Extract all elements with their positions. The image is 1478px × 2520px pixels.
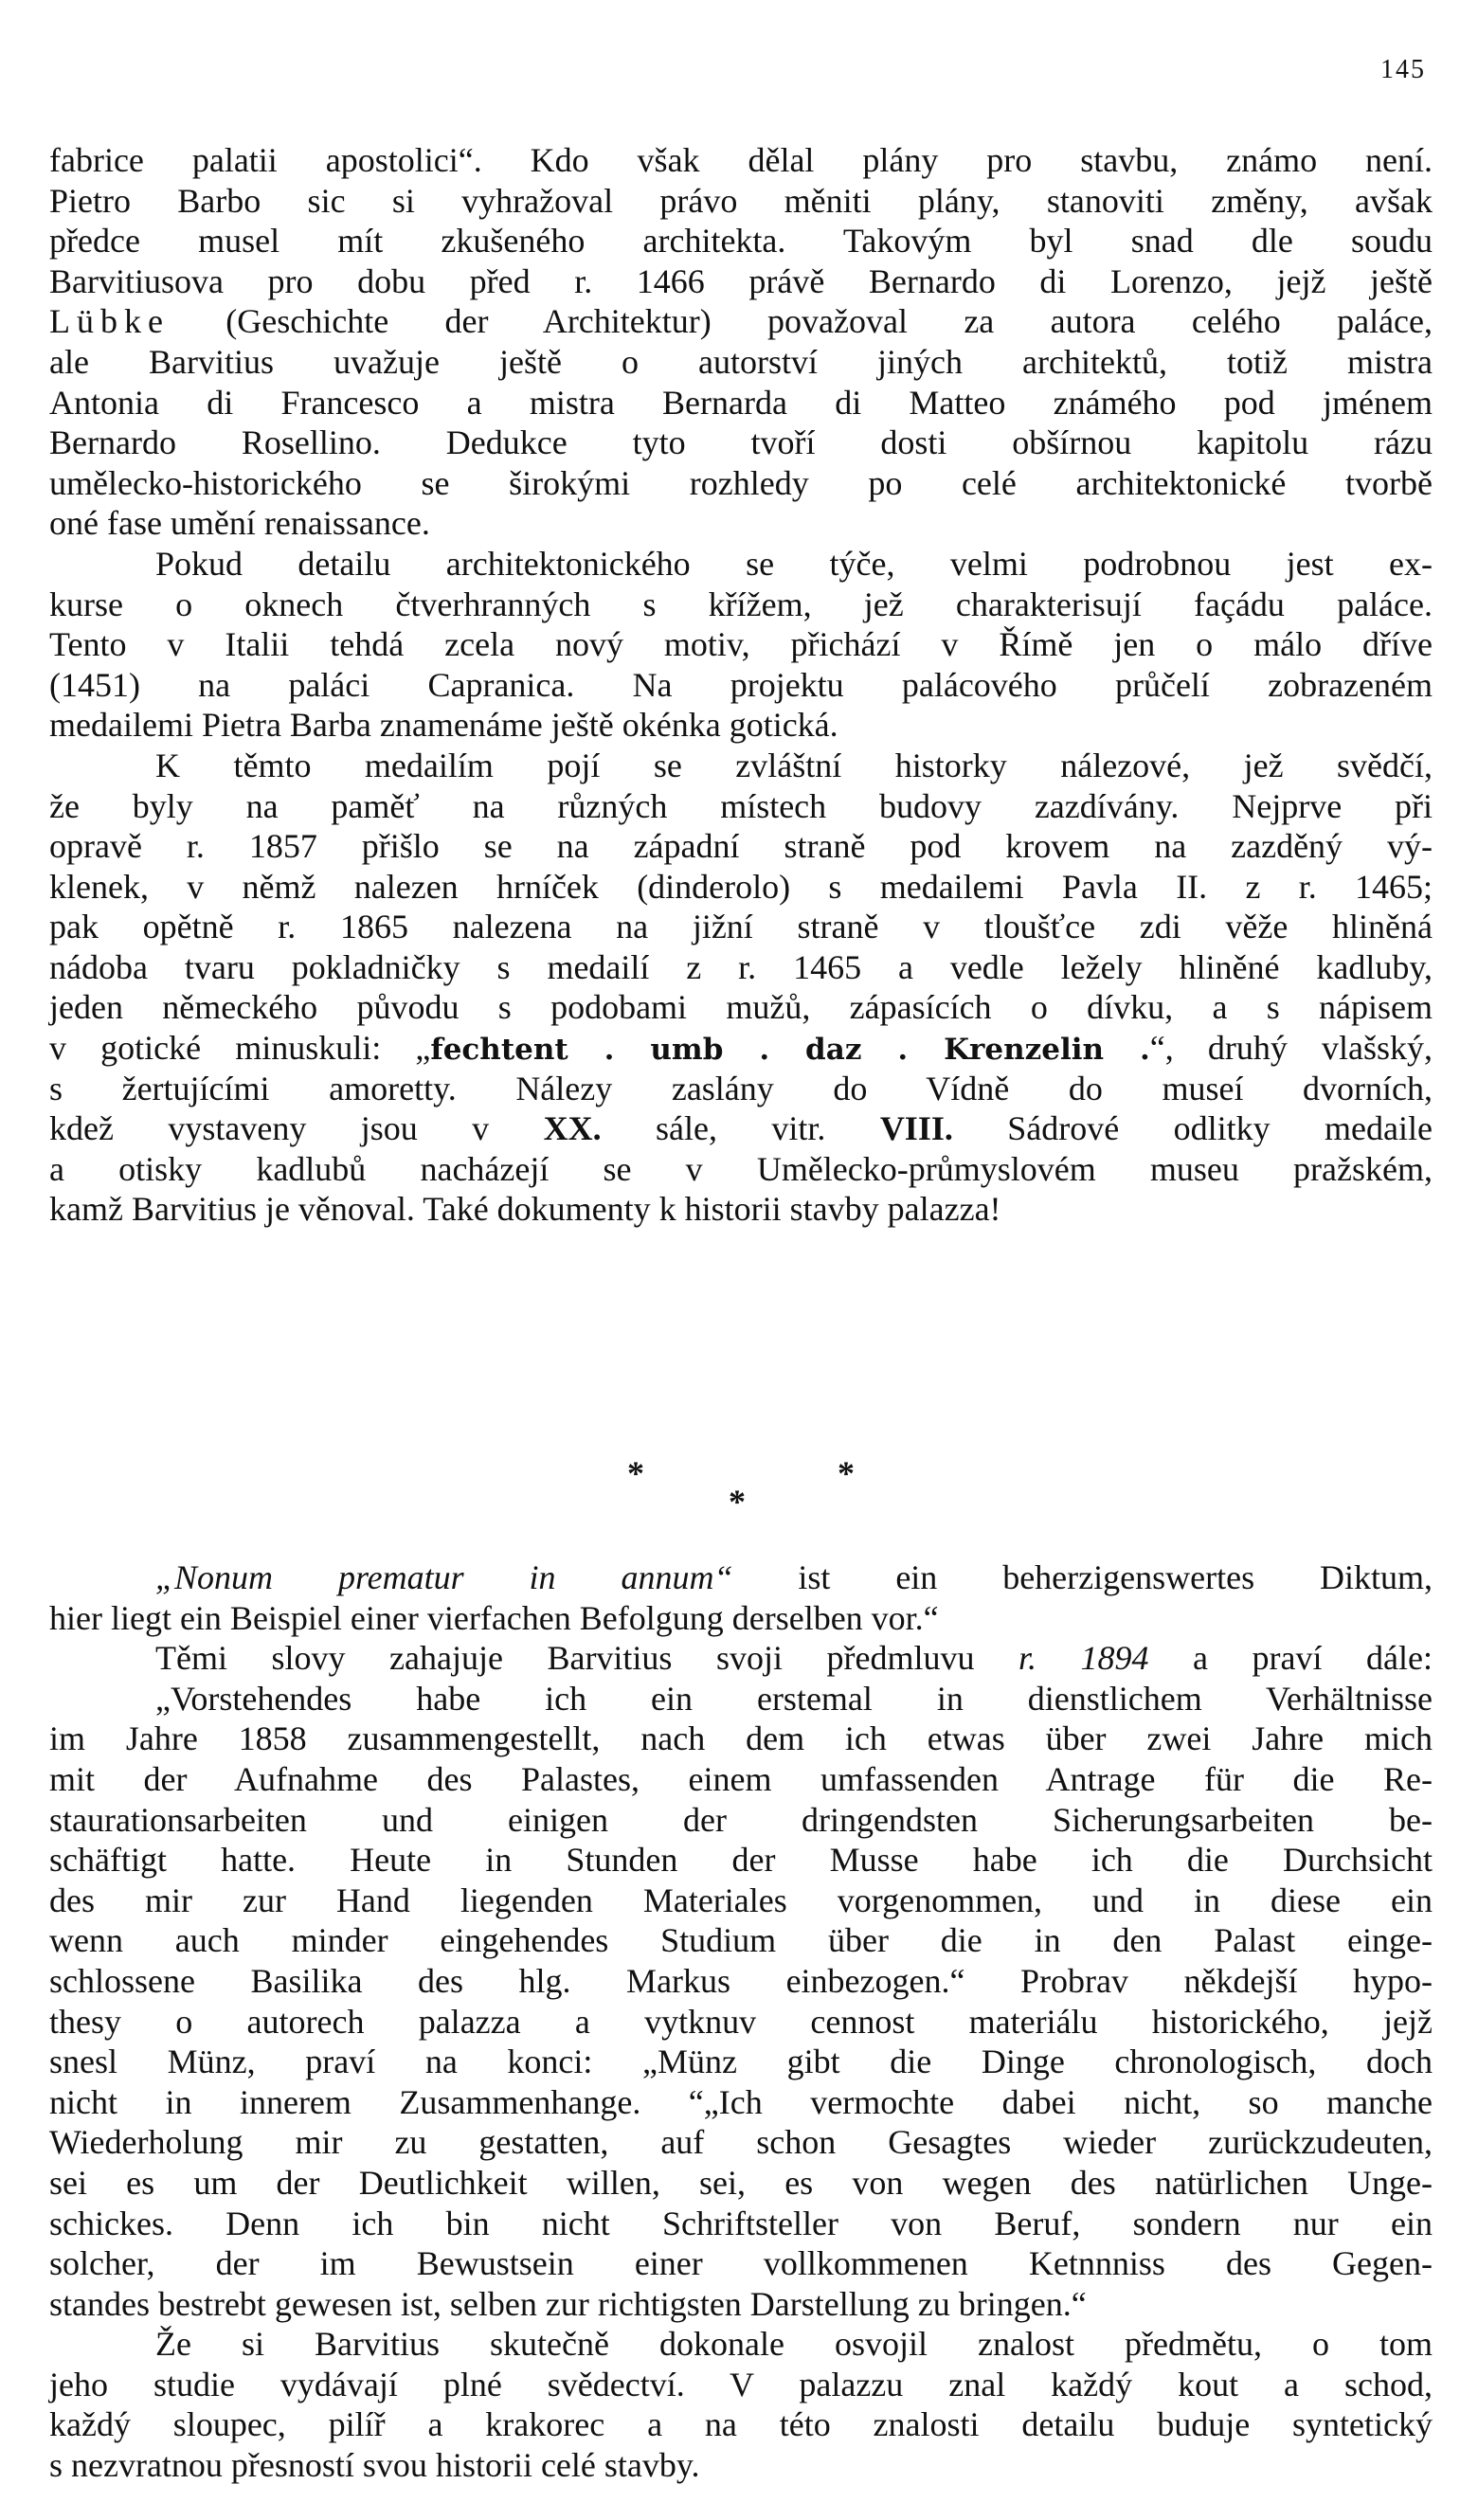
text-line: schickes. Denn ich bin nicht Schriftsteller von Beruf, sondern nur ein <box>49 2204 1433 2242</box>
text-line: sei es um der Deutlichkeit willen, sei, es von wegen des natürlichen Unge- <box>49 2163 1433 2202</box>
text-line: jeden německého původu s podobami mužů, zápasících o dívku, a s nápisem <box>49 988 1433 1027</box>
text-line: wenn auch minder eingehendes Studium über die in den Palast einge- <box>49 1921 1433 1960</box>
text-line: oné fase umění renaissance. <box>49 504 430 543</box>
lubke-rest: (Geschichte der Architektur) považoval za autora celého paláce, <box>225 302 1433 341</box>
text-line <box>49 1028 1433 1069</box>
text-line: des mir zur Hand liegenden Materiales vorgenommen, und in diese ein <box>49 1881 1433 1919</box>
text-line: (1451) na paláci Capranica. Na projektu palácového průčelí zobrazeném <box>49 665 1433 704</box>
text-line: staurationsarbeiten und einigen der dringendsten Sicherungsarbeiten be- <box>49 1800 1433 1839</box>
text-line: im Jahre 1858 zusammengestellt, nach dem ich etwas über zwei Jahre mich <box>49 1719 1433 1758</box>
exhibit-suffix: Sádrové odlitky medaile <box>952 1109 1433 1148</box>
text-line: a otisky kadlubů nacházejí se v Umělecko-průmyslovém museu pražském, <box>49 1149 1433 1188</box>
text-line: Bernardo Rosellino. Dedukce tyto tvoří dosti obšírnou kapitolu rázu <box>49 423 1433 462</box>
text-line: medailemi Pietra Barba znamenáme ještě okénka gotická. <box>49 706 838 745</box>
text-line: ale Barvitius uvažuje ještě o autorství jiných architektů, totiž mistra <box>49 342 1433 381</box>
text-line: thesy o autorech palazza a vytknuv cennost materiálu historického, jejž <box>49 2002 1433 2041</box>
text-line: s nezvratnou přesností svou historii celé stavby. <box>49 2446 700 2485</box>
text-line: Antonia di Francesco a mistra Bernarda di Matteo známého pod jménem <box>49 383 1433 422</box>
exhibit-prefix: kdež vystaveny jsou v <box>49 1109 544 1148</box>
text-line <box>49 1638 1433 1679</box>
text-line: předce musel mít zkušeného architekta. Takovým byl snad dle soudu <box>49 222 1433 261</box>
separator-star: * <box>627 1454 644 1492</box>
latin-quote: „Nonum prematur in annum“ <box>155 1558 733 1596</box>
text-line <box>49 1557 1433 1598</box>
text-line: fabrice palatii apostolici“. Kdo však dělal plány pro stavbu, známo není. <box>49 141 1433 179</box>
text-line: Barvitiusova pro dobu před r. 1466 právě Bernardo di Lorenzo, jejž ještě <box>49 261 1433 300</box>
text-line: Tento v Italii tehdá zcela nový motiv, přichází v Římě jen o málo dříve <box>49 625 1433 664</box>
text-line: opravě r. 1857 přišlo se na západní straně pod krovem na zazděný vý- <box>49 827 1433 866</box>
text-line <box>49 301 1433 342</box>
text-line: kamž Barvitius je věnoval. Také dokumenty k historii stavby palazza! <box>49 1190 1001 1229</box>
separator-star: * <box>838 1454 855 1492</box>
exhibit-mid: sále, vitr. <box>601 1109 880 1148</box>
text-line: schlossene Basilika des hlg. Markus einbezogen.“ Probrav někdejší hypo- <box>49 1961 1433 2000</box>
text-line: každý sloupec, pilíř a krakorec a na této znalosti detailu buduje syntetický <box>49 2405 1433 2444</box>
page-number: 145 <box>1380 55 1426 84</box>
text-line <box>49 1108 1433 1149</box>
section-separator <box>49 1453 1433 1520</box>
text-line: mit der Aufnahme des Palastes, einem umfassenden Antrage für die Re- <box>49 1759 1433 1798</box>
text-line: solcher, der im Bewustsein einer vollkommenen Ketnnniss des Gegen- <box>49 2244 1433 2283</box>
quote-section <box>49 1557 1433 2486</box>
text-line: K těmto medailím pojí se zvláštní historky nálezové, jež svědčí, <box>155 746 1433 784</box>
text-line: standes bestrebt gewesen ist, selben zur richtigsten Darstellung zu bringen.“ <box>49 2284 1087 2323</box>
main-text <box>49 140 1433 2485</box>
gothic-inscription: fechtent . umb . daz . Krenzelin . <box>430 1033 1150 1068</box>
text-line: Pokud detailu architektonického se týče, velmi podrobnou jest ex- <box>155 544 1433 583</box>
quote-rest: ist ein beherzigenswertes Diktum, <box>732 1558 1433 1596</box>
text-line: klenek, v němž nalezen hrníček (dinderolo) s medailemi Pavla II. z r. 1465; <box>49 867 1433 906</box>
text-line: nádoba tvaru pokladničky s medailí z r. 1465 a vedle ležely hliněné kadluby, <box>49 947 1433 986</box>
paragraph-1 <box>49 140 1433 544</box>
text-line: Pietro Barbo sic si vyhražoval právo měniti plány, stanoviti změny, avšak <box>49 181 1433 220</box>
text-line: jeho studie vydávají plné svědectví. V palazzu znal každý kout a schod, <box>49 2365 1433 2403</box>
text-line: Wiederholung mir zu gestatten, auf schon Gesagtes wieder zurückzudeuten, <box>49 2123 1433 2162</box>
text-line: Že si Barvitius skutečně dokonale osvojil znalost předmětu, o tom <box>155 2325 1433 2364</box>
text-line: s žertujícími amoretty. Nálezy zaslány do Vídně do museí dvorních, <box>49 1069 1433 1107</box>
separator-star: * <box>729 1483 746 1521</box>
gothic-suffix: “, druhý vlašský, <box>1149 1029 1433 1068</box>
intro-suffix: a praví dále: <box>1148 1639 1433 1678</box>
exhibit-case: VIII. <box>879 1109 953 1148</box>
text-line: snesl Münz, praví na konci: „Münz gibt die Dinge chronologisch, doch <box>49 2043 1433 2081</box>
text-line: kurse o oknech čtverhranných s křížem, jež charakterisují façádu paláce. <box>49 585 1433 623</box>
text-line: pak opětně r. 1865 nalezena na jižní straně v tloušťce zdi věže hliněná <box>49 908 1433 946</box>
text-line: „Vorstehendes habe ich ein erstemal in dienstlichem Verhältnisse <box>155 1679 1433 1718</box>
gothic-prefix: v gotické minuskuli: „ <box>49 1029 431 1068</box>
paragraph-3 <box>49 746 1433 1230</box>
lubke-name: Lübke <box>49 302 170 341</box>
exhibit-hall: XX. <box>543 1109 602 1148</box>
text-line: umělecko-historického se širokými rozhledy po celé architektonické tvorbě <box>49 463 1433 502</box>
paragraph-2 <box>49 544 1433 746</box>
text-line: že byly na paměť na různých místech budovy zazdívány. Nejprve při <box>49 786 1433 825</box>
intro-prefix: Těmi slovy zahajuje Barvitius svoji předmluvu <box>155 1639 1018 1678</box>
text-line: nicht in innerem Zusammenhange. “„Ich vermochte dabei nicht, so manche <box>49 2082 1433 2121</box>
text-line: hier liegt ein Beispiel einer vierfachen Befolgung derselben vor.“ <box>49 1598 939 1637</box>
intro-year: r. 1894 <box>1018 1639 1149 1678</box>
text-line: schäftigt hatte. Heute in Stunden der Musse habe ich die Durchsicht <box>49 1841 1433 1880</box>
